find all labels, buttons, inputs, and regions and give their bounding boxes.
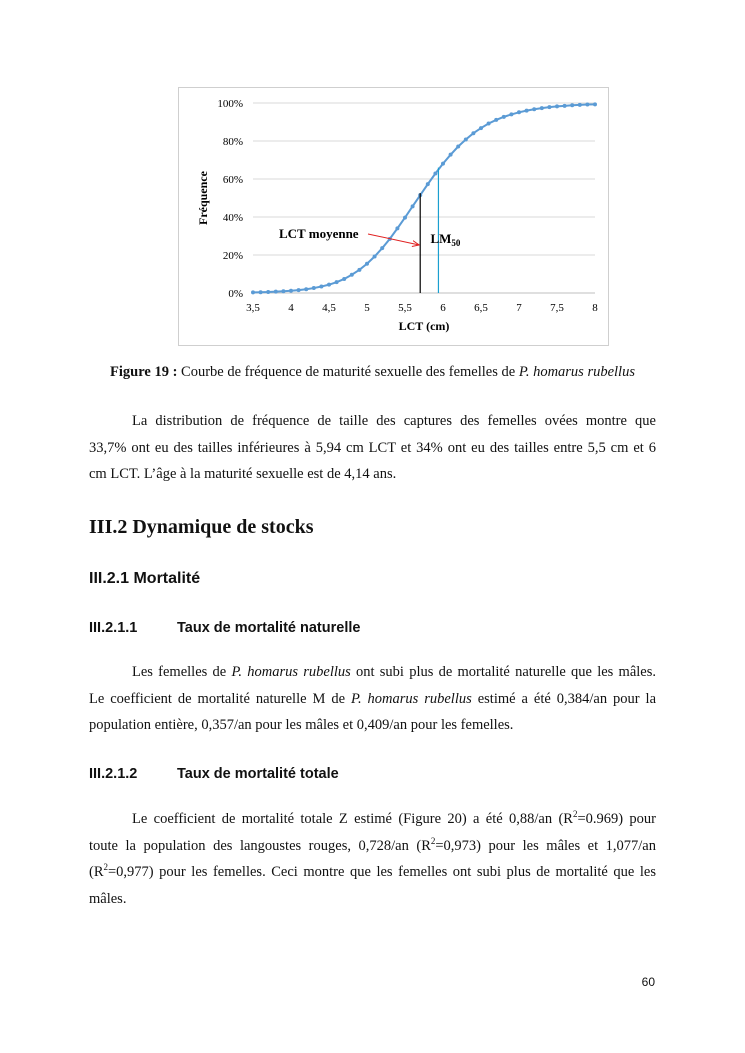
figure-frame <box>178 87 609 346</box>
data-point <box>585 103 589 107</box>
data-point <box>540 106 544 110</box>
y-tick-label: 0% <box>228 288 243 300</box>
x-tick-label: 4 <box>288 302 294 314</box>
data-point <box>563 104 567 108</box>
data-point <box>304 287 308 291</box>
data-point <box>456 145 460 149</box>
x-axis-title: LCT (cm) <box>398 319 450 333</box>
figure-label: Figure 19 : <box>110 364 178 380</box>
y-tick-label: 60% <box>222 174 243 186</box>
figure-species: P. homarus rubellus <box>518 364 635 380</box>
heading-title: Taux de mortalité naturelle <box>177 620 361 636</box>
y-tick-label: 20% <box>222 250 243 262</box>
x-tick-label: 8 <box>592 302 598 314</box>
series-line <box>253 104 595 292</box>
lct-mean-arrow <box>368 234 419 245</box>
paragraph-natural-mortality <box>89 659 656 739</box>
data-point <box>487 122 491 126</box>
y-tick-label: 80% <box>222 136 243 148</box>
lm50-subscript: 50 <box>451 238 461 248</box>
data-point <box>449 153 453 157</box>
figure-caption <box>0 364 745 381</box>
data-point <box>494 118 498 122</box>
text-line: La distribution de fréquence de taille des captures des femelles ovées montre que <box>132 413 656 429</box>
y-tick-label: 40% <box>222 212 243 224</box>
data-point <box>373 255 377 259</box>
text-line: 33,7% ont eu des tailles inférieures à 5,94 cm LCT et 34% ont eu des tailles entre 5,5 cm et 6 <box>89 439 656 456</box>
data-point <box>342 277 346 281</box>
x-tick-label: 6 <box>440 302 446 314</box>
data-point <box>471 131 475 135</box>
text-line: mâles. <box>89 890 127 907</box>
figure-caption-text: Courbe de fréquence de maturité sexuelle des femelles de <box>181 364 516 380</box>
x-tick-label: 3,5 <box>246 302 260 314</box>
x-tick-label: 4,5 <box>322 302 336 314</box>
text-line: cm LCT. L’âge à la maturité sexuelle est de 4,14 ans. <box>89 466 397 482</box>
data-point <box>555 104 559 108</box>
data-point <box>441 162 445 166</box>
data-point <box>350 273 354 277</box>
heading-title: Taux de mortalité totale <box>177 766 339 782</box>
data-point <box>319 285 323 289</box>
y-axis-title: Fréquence <box>196 171 210 225</box>
heading-number: III.2.1.2 <box>89 766 138 782</box>
text-line: Le coefficient de mortalité totale Z estimé (Figure 20) a été 0,88/an $(R^2=0.969)$ pour <box>132 809 656 827</box>
data-point <box>411 204 415 208</box>
data-point <box>509 112 513 116</box>
data-point <box>297 288 301 292</box>
data-point <box>312 286 316 290</box>
text-line: Les femelles de P. homarus rubellus ont subi plus de mortalité naturelle que les mâles. <box>132 664 656 680</box>
data-point <box>464 137 468 141</box>
data-point <box>433 171 437 175</box>
x-tick-label: 5 <box>364 302 370 314</box>
data-point <box>380 246 384 250</box>
data-point <box>403 216 407 220</box>
data-point <box>517 110 521 114</box>
page-number: 60 <box>641 975 655 989</box>
text-line: Le coefficient de mortalité naturelle M de P. homarus rubellus estimé a été 0,384/an pour la <box>89 690 657 707</box>
maturity-chart <box>179 88 610 347</box>
data-point <box>578 103 582 107</box>
text-line: population entière, 0,357/an pour les mâles et 0,409/an pour les femelles. <box>89 717 514 733</box>
data-point <box>289 289 293 293</box>
lm50-label: $LM_{50}$ <box>430 231 461 248</box>
paragraph-maturity <box>89 408 656 488</box>
data-point <box>335 280 339 284</box>
data-point <box>327 283 331 287</box>
data-point <box>395 226 399 230</box>
data-point <box>357 268 361 272</box>
text-line: $(R^2=0,977)$ pour les femelles. Ceci montre que les femelles ont subi plus de mortalité que les <box>89 862 656 880</box>
data-point <box>593 102 597 106</box>
data-point <box>266 290 270 294</box>
subsubsection-heading-total <box>89 766 339 782</box>
paragraph-total-mortality <box>89 806 656 912</box>
text-line: toute la population des langoustes rouges, 0,728/an $(R^2=0,973)$ pour les mâles et 1,077/an <box>89 835 656 854</box>
data-point <box>502 115 506 119</box>
heading-number: III.2.1.1 <box>89 620 138 636</box>
x-tick-label: 6,5 <box>474 302 488 314</box>
x-tick-label: 5,5 <box>398 302 412 314</box>
data-point <box>547 105 551 109</box>
data-point <box>570 103 574 107</box>
section-heading: III.2 Dynamique de stocks <box>89 516 314 538</box>
data-point <box>479 126 483 130</box>
y-tick-label: 100% <box>217 98 243 110</box>
data-point <box>532 107 536 111</box>
lct-mean-label: LCT moyenne <box>279 226 359 241</box>
x-tick-label: 7,5 <box>550 302 564 314</box>
subsubsection-heading-natural <box>89 620 360 636</box>
data-point <box>274 290 278 294</box>
data-point <box>251 290 255 294</box>
data-point <box>365 262 369 266</box>
data-point <box>426 182 430 186</box>
subsection-heading: III.2.1 Mortalité <box>89 570 201 587</box>
x-tick-label: 7 <box>516 302 522 314</box>
data-point <box>259 290 263 294</box>
data-point <box>281 289 285 293</box>
data-point <box>525 109 529 113</box>
